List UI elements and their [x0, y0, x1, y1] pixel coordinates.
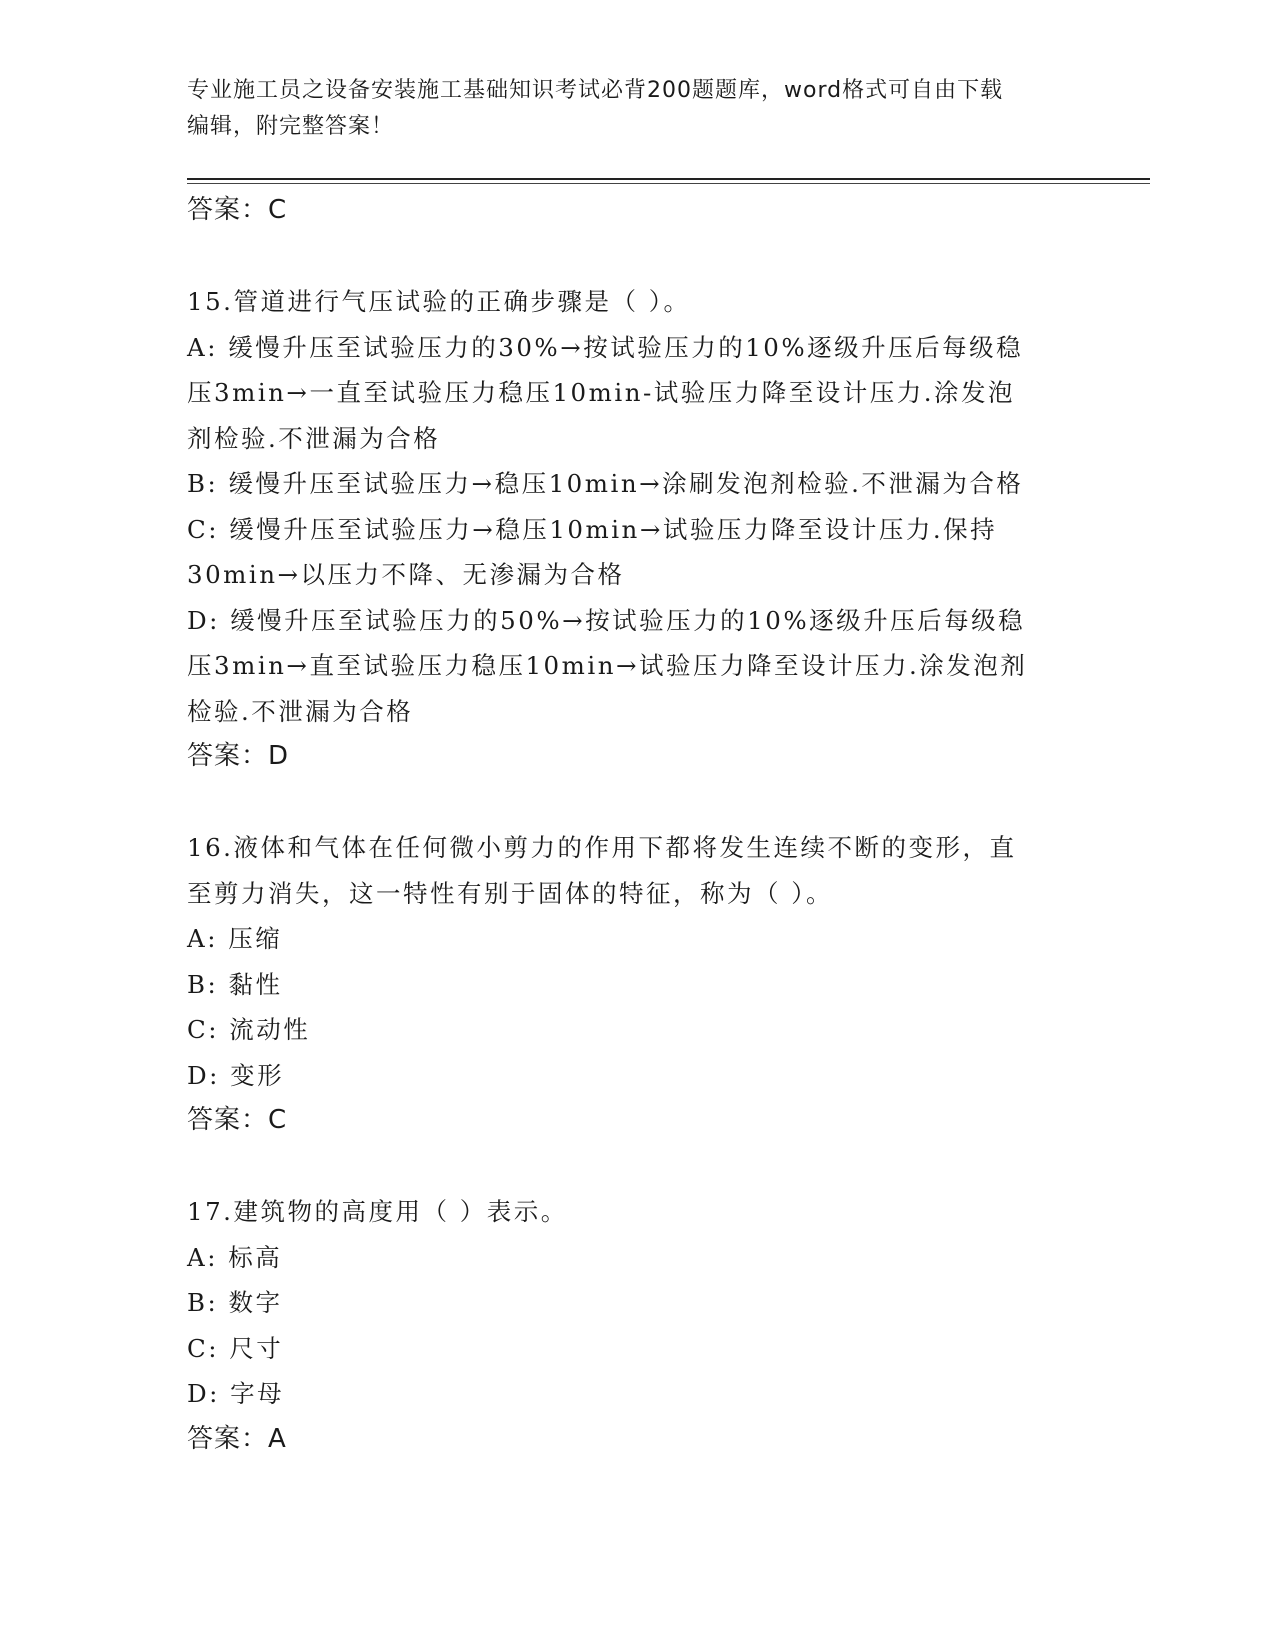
answer-line: 答案：C — [187, 195, 288, 225]
question-stem: 17.建筑物的高度用（ ）表示。 — [187, 1197, 568, 1226]
option-b: B: 数字 — [187, 1288, 283, 1317]
header-divider — [187, 178, 1150, 180]
option-a: A: 缓慢升压至试验压力的30%→按试验压力的10%逐级升压后每级稳 压3min→一直至试验压力稳压10min-试验压力降至设计压力.涂发泡 剂检验.不泄漏为合格 — [187, 332, 1024, 453]
header-divider-thin — [187, 183, 1150, 184]
option-d: D: 变形 — [187, 1060, 285, 1090]
answer-line: 答案：A — [187, 1423, 287, 1454]
document-body — [187, 188, 1087, 1462]
question-stem: 15.管道进行气压试验的正确步骤是（ ）。 — [187, 287, 691, 316]
page-header — [187, 73, 1067, 145]
question-15 — [187, 279, 1087, 780]
option-a: A: 标高 — [187, 1242, 283, 1272]
option-d: D: 缓慢升压至试验压力的50%→按试验压力的10%逐级升压后每级稳 压3min→直至试验压力稳压10min→试验压力降至设计压力.涂发泡剂 检验.不泄漏为合格 — [187, 605, 1028, 726]
question-stem-cont: 至剪力消失，这一特性有别于固体的特征，称为（ ）。 — [187, 878, 834, 908]
spacer — [187, 780, 1087, 826]
question-16 — [187, 825, 1087, 1144]
header-line-2: 编辑，附完整答案！ — [187, 114, 395, 139]
option-d: D: 字母 — [187, 1379, 285, 1408]
option-b: B: 黏性 — [187, 969, 283, 999]
spacer — [187, 234, 1087, 280]
option-c: C: 缓慢升压至试验压力→稳压10min→试验压力降至设计压力.保持 30min→以压力不降、无渗漏为合格 — [187, 514, 998, 589]
answer-line: 答案：C — [187, 1105, 288, 1135]
option-b: B: 缓慢升压至试验压力→稳压10min→涂刷发泡剂检验.不泄漏为合格 — [187, 469, 1024, 498]
option-c: C: 流动性 — [187, 1015, 311, 1044]
question-17 — [187, 1189, 1087, 1462]
option-a: A: 压缩 — [187, 924, 283, 953]
answer-line: 答案：D — [187, 741, 290, 771]
option-c: C: 尺寸 — [187, 1333, 284, 1363]
spacer — [187, 1144, 1087, 1190]
header-line-1: 专业施工员之设备安装施工基础知识考试必背200题题库，word格式可自由下载 — [187, 78, 1004, 103]
question-stem: 16.液体和气体在任何微小剪力的作用下都将发生连续不断的变形，直 — [187, 833, 1017, 862]
